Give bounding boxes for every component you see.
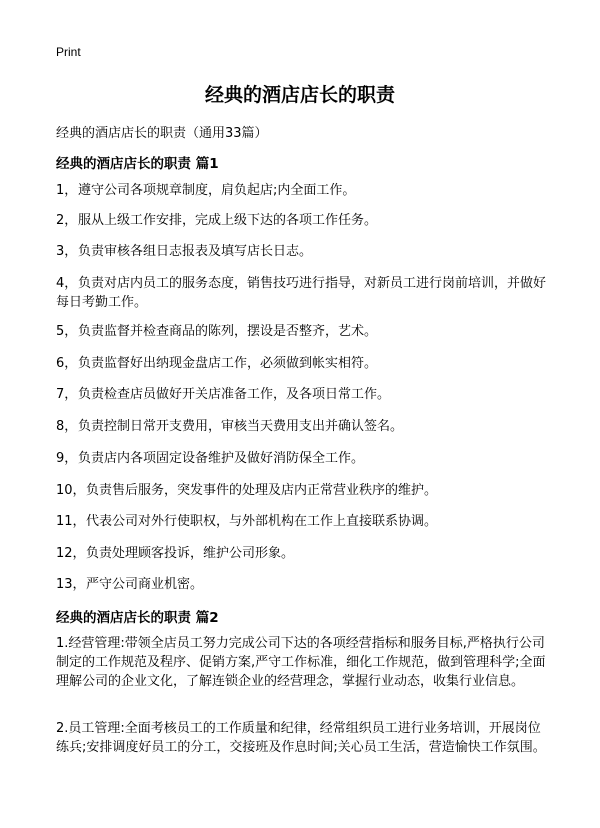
item-number: 11， <box>56 514 86 529</box>
item-number: 2， <box>56 213 78 228</box>
item-text: 负责监督并检查商品的陈列，摆设是否整齐，艺术。 <box>78 324 378 339</box>
paragraph: 2.员工管理:全面考核员工的工作质量和纪律，经常组织员工进行业务培训，开展岗位练兵;安排调度好员工的分工，交接班及作息时间;关心员工生活，营造愉快工作氛围。 <box>56 721 546 755</box>
list-item <box>56 385 546 404</box>
item-text: 负责店内各项固定设备维护及做好消防保全工作。 <box>78 451 365 466</box>
list-item <box>56 274 546 312</box>
paragraph: 1.经营管理:带领全店员工努力完成公司下达的各项经营指标和服务目标,严格执行公司制定的工作规范及程序、促销方案,严守工作标准，细化工作规范，做到管理科学;全面理解公司的企业文化，了解连锁企业的经营理念，掌握行业动态，收集行业信息。 <box>56 636 546 689</box>
item-number: 8， <box>56 419 78 434</box>
item-number: 4， <box>56 276 78 291</box>
item-number: 6， <box>56 356 78 371</box>
item-text: 负责检查店员做好开关店准备工作，及各项日常工作。 <box>78 387 391 402</box>
list-item <box>56 417 546 436</box>
list-item <box>56 512 546 531</box>
item-text: 代表公司对外行使职权，与外部机构在工作上直接联系协调。 <box>86 514 438 529</box>
item-number: 12， <box>56 546 86 561</box>
list-item <box>56 575 546 594</box>
item-text: 负责监督好出纳现金盘店工作，必须做到帐实相符。 <box>78 356 378 371</box>
item-number: 3， <box>56 244 78 259</box>
list-item <box>56 481 546 500</box>
item-number: 13， <box>56 577 86 592</box>
print-link[interactable]: Print <box>56 45 81 59</box>
item-text: 遵守公司各项规章制度，肩负起店;内全面工作。 <box>78 183 356 198</box>
item-text: 负责处理顾客投诉，维护公司形象。 <box>86 546 295 561</box>
list-item <box>56 181 546 200</box>
item-number: 10， <box>56 483 86 498</box>
document-title: 经典的酒店店长的职责 <box>204 84 395 106</box>
item-text: 负责对店内员工的服务态度，销售技巧进行指导，对新员工进行岗前培训，并做好每日考勤工作。 <box>56 276 547 310</box>
section-heading: 经典的酒店店长的职责 篇1 <box>56 156 219 172</box>
list-item <box>56 211 546 230</box>
list-item <box>56 449 546 468</box>
item-number: 7， <box>56 387 78 402</box>
item-text: 服从上级工作安排，完成上级下达的各项工作任务。 <box>78 213 378 228</box>
list-item <box>56 242 546 261</box>
item-number: 1， <box>56 183 78 198</box>
item-text: 严守公司商业机密。 <box>86 577 204 592</box>
document-subtitle: 经典的酒店店长的职责（通用33篇） <box>56 126 268 141</box>
list-item <box>56 354 546 373</box>
item-number: 9， <box>56 451 78 466</box>
list-item <box>56 322 546 341</box>
list-item <box>56 544 546 563</box>
item-text: 负责控制日常开支费用，审核当天费用支出并确认签名。 <box>78 419 404 434</box>
section-heading: 经典的酒店店长的职责 篇2 <box>56 610 219 626</box>
item-text: 负责售后服务，突发事件的处理及店内正常营业秩序的维护。 <box>86 483 438 498</box>
item-number: 5， <box>56 324 78 339</box>
item-text: 负责审核各组日志报表及填写店长日志。 <box>78 244 313 259</box>
